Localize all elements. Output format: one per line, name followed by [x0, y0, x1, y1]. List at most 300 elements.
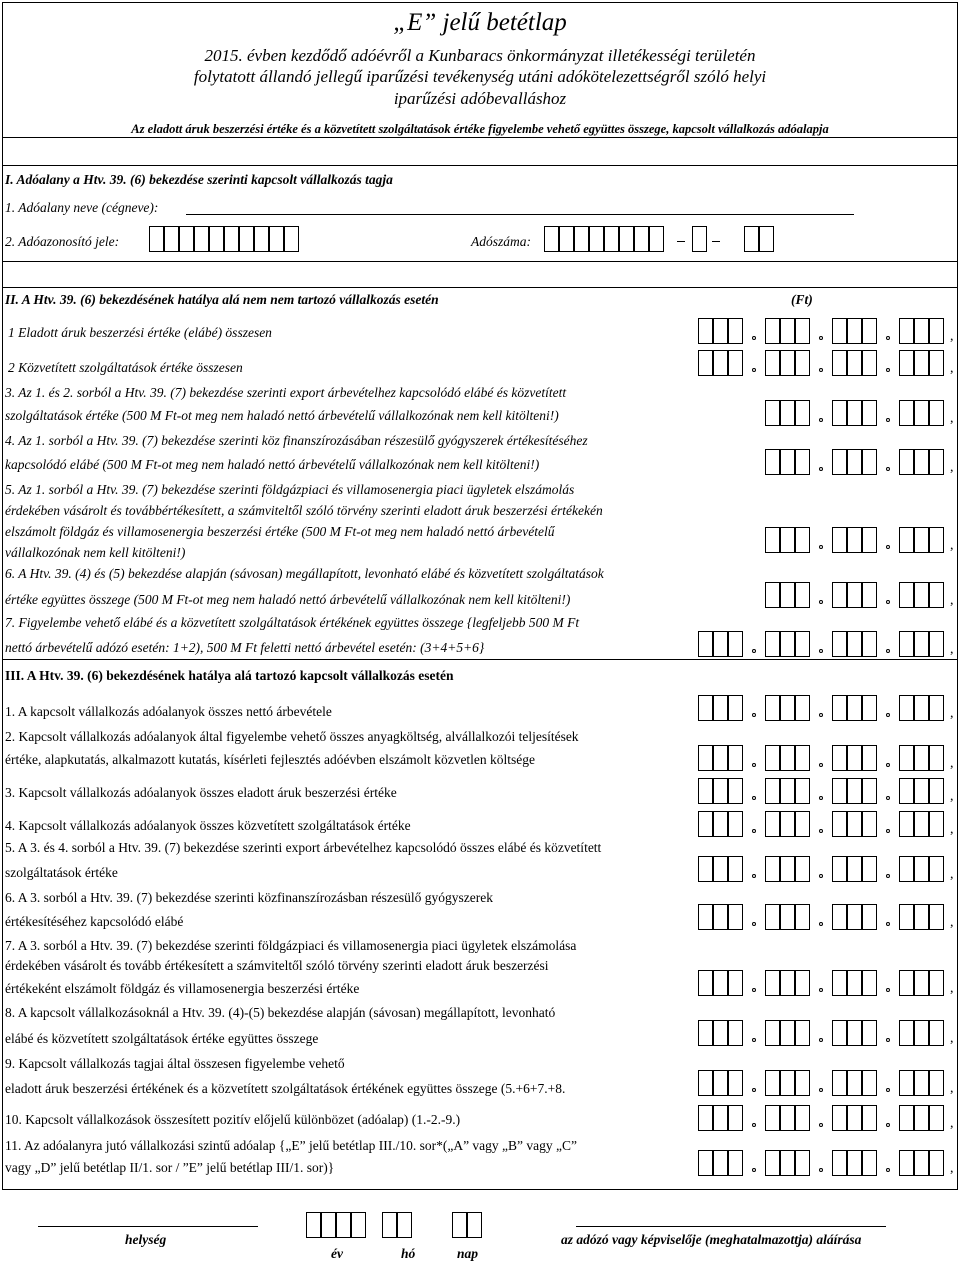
digit-box[interactable]: [780, 318, 795, 344]
end-comma-mark: ,: [950, 981, 954, 996]
digit-box[interactable]: [929, 582, 944, 608]
tax-number-separator: [712, 241, 720, 242]
thousands-separator-mark: [752, 649, 756, 653]
digit-box[interactable]: [929, 1150, 944, 1176]
digit-box[interactable]: [795, 1105, 810, 1131]
digit-box[interactable]: [780, 350, 795, 376]
end-comma-mark: ,: [950, 329, 954, 344]
digit-box[interactable]: [832, 527, 847, 553]
digit-box[interactable]: [765, 1150, 780, 1176]
signature-line[interactable]: [576, 1226, 886, 1227]
digit-box[interactable]: [832, 318, 847, 344]
tax-number-digit-box[interactable]: [692, 226, 707, 252]
tax-id-digit-box[interactable]: [224, 226, 239, 252]
digit-box[interactable]: [795, 449, 810, 475]
digit-box[interactable]: [862, 318, 877, 344]
tax-number-digit-box[interactable]: [619, 226, 634, 252]
digit-box[interactable]: [914, 318, 929, 344]
thousands-separator-mark: [819, 418, 823, 422]
date-digit-box[interactable]: [321, 1212, 336, 1238]
thousands-separator-mark: [886, 922, 890, 926]
thousands-separator-mark: [886, 467, 890, 471]
digit-box[interactable]: [847, 631, 862, 657]
digit-box[interactable]: [698, 631, 713, 657]
tax-id-digit-box[interactable]: [179, 226, 194, 252]
digit-box[interactable]: [847, 582, 862, 608]
digit-box[interactable]: [698, 778, 713, 804]
digit-box[interactable]: [765, 631, 780, 657]
thousands-separator-mark: [819, 796, 823, 800]
digit-box[interactable]: [929, 778, 944, 804]
digit-box[interactable]: [728, 811, 743, 837]
digit-box[interactable]: [929, 1070, 944, 1096]
digit-box[interactable]: [862, 856, 877, 882]
digit-box[interactable]: [914, 811, 929, 837]
digit-box[interactable]: [780, 449, 795, 475]
digit-box[interactable]: [929, 970, 944, 996]
digit-box[interactable]: [780, 778, 795, 804]
digit-box[interactable]: [847, 1020, 862, 1046]
digit-box[interactable]: [698, 745, 713, 771]
digit-box[interactable]: [728, 631, 743, 657]
section3-row-11-line-1: 11. Az adóalanyra jutó vállalkozási szintű adóalap {„E” jelű betétlap III./10. sor*(„A” vagy „B” vagy „C”: [5, 1138, 578, 1153]
thousands-separator-mark: [886, 988, 890, 992]
digit-box[interactable]: [832, 778, 847, 804]
header-line-3: iparűzési adóbevalláshoz: [393, 89, 567, 108]
thousands-separator-mark: [886, 418, 890, 422]
digit-box[interactable]: [832, 582, 847, 608]
thousands-separator-mark: [886, 796, 890, 800]
digit-box[interactable]: [780, 1150, 795, 1176]
section3-row-6-line-2: értékesítéséhez kapcsolódó elábé: [5, 914, 184, 929]
digit-box[interactable]: [713, 695, 728, 721]
end-comma-mark: ,: [950, 361, 954, 376]
digit-box[interactable]: [698, 1020, 713, 1046]
digit-box[interactable]: [929, 449, 944, 475]
tax-number-digit-box[interactable]: [589, 226, 604, 252]
section2-row-6-line-2: értéke együttes összege (500 M Ft-ot meg nem haladó nettó árbevételű vállalkozónak nem kell kitölteni!): [5, 592, 571, 607]
end-comma-mark: ,: [950, 538, 954, 553]
digit-box[interactable]: [780, 856, 795, 882]
digit-box[interactable]: [780, 1070, 795, 1096]
thousands-separator-mark: [886, 829, 890, 833]
digit-box[interactable]: [914, 1105, 929, 1131]
section2-row-5-line-3: elszámolt földgáz és villamosenergia beszerzési értéke (500 M Ft-ot meg nem haladó nettó árbevételű: [5, 524, 555, 539]
digit-box[interactable]: [899, 1070, 914, 1096]
end-comma-mark: ,: [950, 789, 954, 804]
tax-number-digit-box[interactable]: [744, 226, 759, 252]
digit-box[interactable]: [832, 1020, 847, 1046]
date-digit-box[interactable]: [306, 1212, 321, 1238]
digit-box[interactable]: [765, 318, 780, 344]
digit-box[interactable]: [899, 970, 914, 996]
digit-box[interactable]: [713, 904, 728, 930]
digit-box[interactable]: [698, 811, 713, 837]
digit-box[interactable]: [899, 1105, 914, 1131]
digit-box[interactable]: [765, 811, 780, 837]
digit-box[interactable]: [728, 695, 743, 721]
section3-row-9-line-2: eladott áruk beszerzési értékének és a közvetített szolgáltatások értékének együttes összege (5.+6+7.+8.: [5, 1081, 566, 1096]
digit-box[interactable]: [698, 1070, 713, 1096]
digit-box[interactable]: [929, 856, 944, 882]
digit-box[interactable]: [914, 449, 929, 475]
digit-box[interactable]: [914, 970, 929, 996]
tax-number-digit-box[interactable]: [649, 226, 664, 252]
end-comma-mark: ,: [950, 642, 954, 657]
digit-box[interactable]: [780, 695, 795, 721]
digit-box[interactable]: [832, 1105, 847, 1131]
digit-box[interactable]: [847, 527, 862, 553]
end-comma-mark: ,: [950, 1081, 954, 1096]
digit-box[interactable]: [899, 695, 914, 721]
tax-id-digit-box[interactable]: [269, 226, 284, 252]
digit-box[interactable]: [795, 582, 810, 608]
digit-box[interactable]: [899, 631, 914, 657]
digit-box[interactable]: [780, 1105, 795, 1131]
thousands-separator-mark: [819, 649, 823, 653]
digit-box[interactable]: [914, 527, 929, 553]
digit-box[interactable]: [847, 449, 862, 475]
digit-box[interactable]: [713, 1105, 728, 1131]
section-3-heading: III. A Htv. 39. (6) bekezdésének hatálya alá tartozó kapcsolt vállalkozás esetén: [5, 668, 454, 683]
digit-box[interactable]: [899, 318, 914, 344]
digit-box[interactable]: [862, 904, 877, 930]
digit-box[interactable]: [765, 527, 780, 553]
tax-number-digit-box[interactable]: [759, 226, 774, 252]
digit-box[interactable]: [698, 970, 713, 996]
tax-id-digit-box[interactable]: [239, 226, 254, 252]
digit-box[interactable]: [795, 778, 810, 804]
digit-box[interactable]: [698, 856, 713, 882]
digit-box[interactable]: [765, 856, 780, 882]
digit-box[interactable]: [929, 400, 944, 426]
date-digit-box[interactable]: [452, 1212, 467, 1238]
digit-box[interactable]: [862, 778, 877, 804]
digit-box[interactable]: [713, 970, 728, 996]
digit-box[interactable]: [713, 318, 728, 344]
digit-box[interactable]: [780, 631, 795, 657]
end-comma-mark: ,: [950, 915, 954, 930]
thousands-separator-mark: [819, 368, 823, 372]
digit-box[interactable]: [929, 631, 944, 657]
digit-box[interactable]: [795, 1020, 810, 1046]
digit-box[interactable]: [847, 1105, 862, 1131]
digit-box[interactable]: [698, 904, 713, 930]
digit-box[interactable]: [832, 1150, 847, 1176]
date-digit-box[interactable]: [397, 1212, 412, 1238]
digit-box[interactable]: [899, 778, 914, 804]
digit-box[interactable]: [698, 1150, 713, 1176]
digit-box[interactable]: [832, 811, 847, 837]
end-comma-mark: ,: [950, 411, 954, 426]
thousands-separator-mark: [819, 713, 823, 717]
digit-box[interactable]: [765, 1070, 780, 1096]
digit-box[interactable]: [862, 1150, 877, 1176]
section3-row-7-line-3: értékeként elszámolt földgáz és villamosenergia beszerzési értéke: [5, 981, 360, 996]
digit-box[interactable]: [795, 350, 810, 376]
digit-box[interactable]: [899, 1020, 914, 1046]
thousands-separator-mark: [752, 796, 756, 800]
digit-box[interactable]: [899, 904, 914, 930]
thousands-separator-mark: [819, 467, 823, 471]
digit-box[interactable]: [847, 745, 862, 771]
digit-box[interactable]: [832, 400, 847, 426]
digit-box[interactable]: [899, 811, 914, 837]
digit-box[interactable]: [847, 400, 862, 426]
digit-box[interactable]: [914, 1150, 929, 1176]
day-label: nap: [457, 1246, 479, 1261]
digit-box[interactable]: [862, 1105, 877, 1131]
digit-box[interactable]: [728, 1150, 743, 1176]
signature-label: az adózó vagy képviselője (meghatalmazottja) aláírása: [561, 1232, 862, 1247]
digit-box[interactable]: [780, 582, 795, 608]
digit-box[interactable]: [862, 582, 877, 608]
spacer-frame-1: [2, 138, 958, 166]
digit-box[interactable]: [832, 695, 847, 721]
thousands-separator-mark: [819, 922, 823, 926]
thousands-separator-mark: [886, 1038, 890, 1042]
thousands-separator-mark: [886, 600, 890, 604]
digit-box[interactable]: [862, 449, 877, 475]
digit-box[interactable]: [795, 695, 810, 721]
digit-box[interactable]: [832, 1070, 847, 1096]
digit-box[interactable]: [847, 856, 862, 882]
tax-id-digit-box[interactable]: [254, 226, 269, 252]
digit-box[interactable]: [713, 1020, 728, 1046]
date-digit-box[interactable]: [467, 1212, 482, 1238]
digit-box[interactable]: [899, 449, 914, 475]
digit-box[interactable]: [728, 970, 743, 996]
digit-box[interactable]: [765, 778, 780, 804]
digit-box[interactable]: [914, 400, 929, 426]
digit-box[interactable]: [914, 856, 929, 882]
section3-row-2-line-2: értéke, alapkutatás, alkalmazott kutatás, kísérleti fejlesztés adóévben elszámolt közvetlen költsége: [5, 752, 536, 767]
digit-box[interactable]: [780, 811, 795, 837]
section3-row-3-line-1: 3. Kapcsolt vállalkozás adóalanyok összes eladott áruk beszerzési értéke: [5, 785, 397, 800]
digit-box[interactable]: [899, 582, 914, 608]
tax-id-digit-box[interactable]: [164, 226, 179, 252]
section3-row-8-line-1: 8. A kapcsolt vállalkozásoknál a Htv. 39. (4)-(5) bekezdése alapján (sávosan) megállapított, levonható: [5, 1005, 556, 1020]
digit-box[interactable]: [765, 449, 780, 475]
end-comma-mark: ,: [950, 1116, 954, 1131]
tax-id-digit-box[interactable]: [209, 226, 224, 252]
digit-box[interactable]: [780, 904, 795, 930]
digit-box[interactable]: [765, 904, 780, 930]
digit-box[interactable]: [713, 1070, 728, 1096]
digit-box[interactable]: [765, 745, 780, 771]
digit-box[interactable]: [862, 1020, 877, 1046]
tax-id-digit-box[interactable]: [194, 226, 209, 252]
digit-box[interactable]: [713, 745, 728, 771]
digit-box[interactable]: [832, 856, 847, 882]
digit-box[interactable]: [765, 350, 780, 376]
digit-box[interactable]: [765, 1105, 780, 1131]
thousands-separator-mark: [752, 1123, 756, 1127]
digit-box[interactable]: [780, 527, 795, 553]
tax-number-digit-box[interactable]: [604, 226, 619, 252]
digit-box[interactable]: [929, 1020, 944, 1046]
digit-box[interactable]: [914, 582, 929, 608]
digit-box[interactable]: [728, 904, 743, 930]
digit-box[interactable]: [914, 745, 929, 771]
digit-box[interactable]: [728, 350, 743, 376]
digit-box[interactable]: [847, 350, 862, 376]
digit-box[interactable]: [862, 527, 877, 553]
digit-box[interactable]: [765, 400, 780, 426]
section2-row-2-line-1: 2 Közvetített szolgáltatások értéke összesen: [8, 360, 243, 375]
digit-box[interactable]: [914, 695, 929, 721]
digit-box[interactable]: [795, 970, 810, 996]
digit-box[interactable]: [713, 631, 728, 657]
digit-box[interactable]: [847, 1070, 862, 1096]
place-line[interactable]: [38, 1226, 258, 1227]
digit-box[interactable]: [780, 1020, 795, 1046]
digit-box[interactable]: [765, 695, 780, 721]
digit-box[interactable]: [728, 1070, 743, 1096]
tax-id-digit-box[interactable]: [149, 226, 164, 252]
date-digit-box[interactable]: [351, 1212, 366, 1238]
digit-box[interactable]: [862, 1070, 877, 1096]
digit-box[interactable]: [929, 350, 944, 376]
thousands-separator-mark: [886, 545, 890, 549]
digit-box[interactable]: [765, 970, 780, 996]
digit-box[interactable]: [862, 400, 877, 426]
digit-box[interactable]: [795, 856, 810, 882]
digit-box[interactable]: [862, 811, 877, 837]
digit-box[interactable]: [929, 745, 944, 771]
digit-box[interactable]: [899, 350, 914, 376]
digit-box[interactable]: [795, 400, 810, 426]
digit-box[interactable]: [698, 350, 713, 376]
thousands-separator-mark: [752, 874, 756, 878]
digit-box[interactable]: [713, 778, 728, 804]
digit-box[interactable]: [862, 695, 877, 721]
digit-box[interactable]: [765, 1020, 780, 1046]
thousands-separator-mark: [819, 600, 823, 604]
date-digit-box[interactable]: [336, 1212, 351, 1238]
digit-box[interactable]: [914, 904, 929, 930]
digit-box[interactable]: [914, 350, 929, 376]
section2-row-4-line-2: kapcsolódó elábé (500 M Ft-ot meg nem haladó nettó árbevételű vállalkozónak nem kell kitölteni!): [5, 457, 540, 472]
section3-row-4-line-1: 4. Kapcsolt vállalkozás adóalanyok összes közvetített szolgáltatások értéke: [5, 818, 411, 833]
section2-row-1-line-1: 1 Eladott áruk beszerzési értéke (elábé) összesen: [8, 325, 272, 340]
digit-box[interactable]: [832, 745, 847, 771]
digit-box[interactable]: [795, 745, 810, 771]
thousands-separator-mark: [752, 988, 756, 992]
header-line-4: Az eladott áruk beszerzési értéke és a közvetített szolgáltatások értéke figyelembe vehető együttes összege, kapcsolt vállalkozás adóalapja: [131, 122, 829, 136]
digit-box[interactable]: [847, 695, 862, 721]
digit-box[interactable]: [728, 1020, 743, 1046]
digit-box[interactable]: [795, 1070, 810, 1096]
digit-box[interactable]: [728, 1105, 743, 1131]
tax-number-digit-box[interactable]: [634, 226, 649, 252]
digit-box[interactable]: [929, 318, 944, 344]
tax-number-digit-box[interactable]: [574, 226, 589, 252]
digit-box[interactable]: [914, 778, 929, 804]
digit-box[interactable]: [862, 350, 877, 376]
tax-number-digit-box[interactable]: [544, 226, 559, 252]
digit-box[interactable]: [698, 1105, 713, 1131]
digit-box[interactable]: [795, 631, 810, 657]
tax-number-digit-box[interactable]: [559, 226, 574, 252]
digit-box[interactable]: [929, 904, 944, 930]
thousands-separator-mark: [886, 649, 890, 653]
digit-box[interactable]: [862, 631, 877, 657]
digit-box[interactable]: [795, 527, 810, 553]
digit-box[interactable]: [914, 631, 929, 657]
section2-row-3-line-1: 3. Az 1. és 2. sorból a Htv. 39. (7) bekezdése szerinti export árbevételhez kapcsolódó elábé és közvetített: [5, 385, 567, 400]
digit-box[interactable]: [780, 745, 795, 771]
digit-box[interactable]: [862, 970, 877, 996]
digit-box[interactable]: [899, 1150, 914, 1176]
digit-box[interactable]: [929, 1105, 944, 1131]
section3-row-5-line-2: szolgáltatások értéke: [5, 865, 118, 880]
digit-box[interactable]: [899, 527, 914, 553]
year-label: év: [331, 1246, 343, 1261]
digit-box[interactable]: [728, 778, 743, 804]
digit-box[interactable]: [914, 1070, 929, 1096]
digit-box[interactable]: [765, 582, 780, 608]
digit-box[interactable]: [780, 970, 795, 996]
spacer-frame-2: [2, 262, 958, 288]
digit-box[interactable]: [728, 856, 743, 882]
digit-box[interactable]: [899, 856, 914, 882]
digit-box[interactable]: [929, 811, 944, 837]
digit-box[interactable]: [713, 856, 728, 882]
digit-box[interactable]: [795, 811, 810, 837]
thousands-separator-mark: [886, 713, 890, 717]
digit-box[interactable]: [847, 970, 862, 996]
digit-box[interactable]: [832, 970, 847, 996]
digit-box[interactable]: [914, 1020, 929, 1046]
digit-box[interactable]: [795, 1150, 810, 1176]
digit-box[interactable]: [795, 904, 810, 930]
thousands-separator-mark: [752, 336, 756, 340]
section2-row-7-line-2: nettó árbevételű adózó esetén: 1+2), 500 M Ft feletti nettó árbevétel esetén: (3+4+5+6}: [5, 640, 485, 655]
header-line-2: folytatott állandó jellegű iparűzési tevékenység utáni adókötelezettségről szóló helyi: [193, 67, 767, 86]
digit-box[interactable]: [713, 1150, 728, 1176]
date-digit-box[interactable]: [382, 1212, 397, 1238]
digit-box[interactable]: [728, 318, 743, 344]
digit-box[interactable]: [698, 318, 713, 344]
digit-box[interactable]: [713, 811, 728, 837]
digit-box[interactable]: [929, 527, 944, 553]
tax-id-label: 2. Adóazonosító jele:: [5, 234, 120, 249]
digit-box[interactable]: [847, 318, 862, 344]
digit-box[interactable]: [713, 350, 728, 376]
tax-id-digit-box[interactable]: [284, 226, 299, 252]
digit-box[interactable]: [899, 745, 914, 771]
digit-box[interactable]: [832, 449, 847, 475]
digit-box[interactable]: [847, 904, 862, 930]
digit-box[interactable]: [698, 695, 713, 721]
digit-box[interactable]: [847, 1150, 862, 1176]
digit-box[interactable]: [862, 745, 877, 771]
unit-label: (Ft): [791, 292, 813, 307]
digit-box[interactable]: [832, 350, 847, 376]
section3-row-10-line-1: 10. Kapcsolt vállalkozások összesített pozitív előjelű különbözet (adóalap) (1.-2.-9.): [5, 1112, 461, 1127]
digit-box[interactable]: [728, 745, 743, 771]
digit-box[interactable]: [795, 318, 810, 344]
digit-box[interactable]: [832, 631, 847, 657]
digit-box[interactable]: [929, 695, 944, 721]
digit-box[interactable]: [899, 400, 914, 426]
digit-box[interactable]: [847, 778, 862, 804]
name-line[interactable]: [186, 214, 854, 215]
digit-box[interactable]: [780, 400, 795, 426]
digit-box[interactable]: [832, 904, 847, 930]
digit-box[interactable]: [847, 811, 862, 837]
